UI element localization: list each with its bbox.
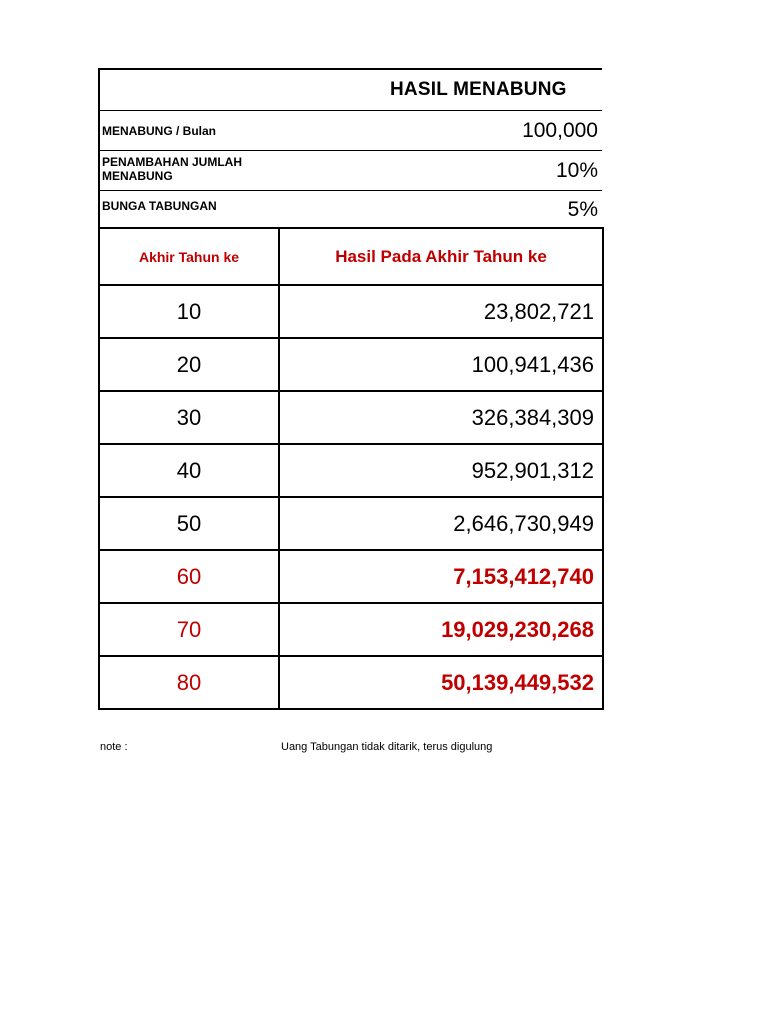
year-cell: 40 xyxy=(99,444,279,497)
year-cell: 20 xyxy=(99,338,279,391)
table-row xyxy=(99,338,603,391)
amount-cell: 326,384,309 xyxy=(279,391,603,444)
year-cell: 70 xyxy=(99,603,279,656)
param-row-saving-increase xyxy=(100,151,602,191)
param-value-saving-increase: 10% xyxy=(555,159,598,182)
header-year: Akhir Tahun ke xyxy=(99,228,279,285)
header-amount: Hasil Pada Akhir Tahun ke xyxy=(279,228,603,285)
amount-cell: 952,901,312 xyxy=(279,444,603,497)
table-row-highlighted xyxy=(99,656,603,709)
sheet-title: HASIL MENABUNG xyxy=(390,79,567,100)
title-row xyxy=(100,70,602,111)
param-value-interest: 5% xyxy=(567,198,598,221)
note-text: Uang Tabungan tidak ditarik, terus digulung xyxy=(281,741,493,753)
amount-cell: 7,153,412,740 xyxy=(279,550,603,603)
table-header-row xyxy=(99,228,603,285)
param-row-interest xyxy=(100,191,602,227)
year-cell: 60 xyxy=(99,550,279,603)
year-cell: 80 xyxy=(99,656,279,709)
amount-cell: 2,646,730,949 xyxy=(279,497,603,550)
table-row xyxy=(99,444,603,497)
param-label-saving-increase: PENAMBAHAN JUMLAH MENABUNG xyxy=(102,155,242,183)
savings-sheet xyxy=(98,68,602,710)
param-row-monthly-saving xyxy=(100,111,602,151)
amount-cell: 50,139,449,532 xyxy=(279,656,603,709)
param-label-interest: BUNGA TABUNGAN xyxy=(102,199,217,213)
table-row-highlighted xyxy=(99,603,603,656)
amount-cell: 23,802,721 xyxy=(279,285,603,338)
table-row xyxy=(99,285,603,338)
amount-cell: 100,941,436 xyxy=(279,338,603,391)
param-label-monthly-saving: MENABUNG / Bulan xyxy=(102,124,216,138)
table-row-highlighted xyxy=(99,550,603,603)
year-cell: 30 xyxy=(99,391,279,444)
note-label: note : xyxy=(100,741,128,753)
year-cell: 10 xyxy=(99,285,279,338)
table-row xyxy=(99,497,603,550)
amount-cell: 19,029,230,268 xyxy=(279,603,603,656)
param-value-monthly-saving: 100,000 xyxy=(522,119,598,142)
results-table xyxy=(98,227,604,710)
year-cell: 50 xyxy=(99,497,279,550)
header-block xyxy=(98,68,602,227)
table-row xyxy=(99,391,603,444)
